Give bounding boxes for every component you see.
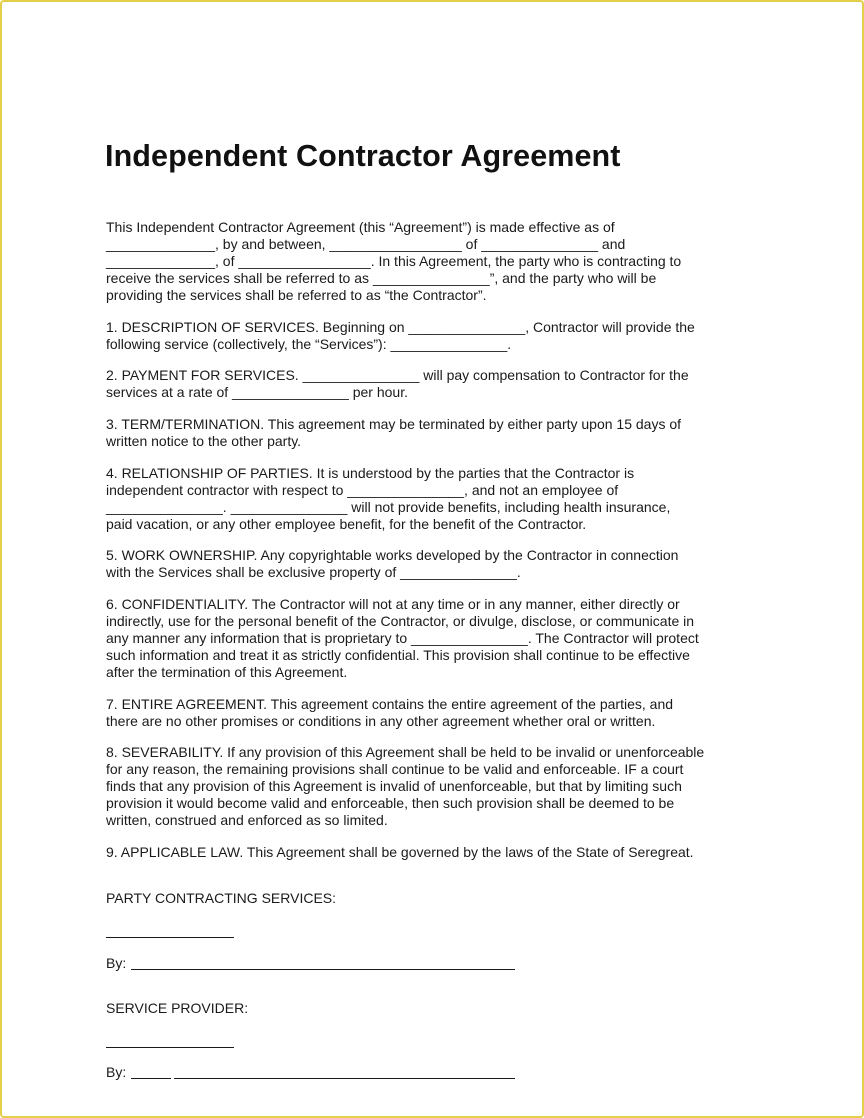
section-work-ownership [106,547,678,581]
text-line: This Independent Contractor Agreement (this “Agreement”) is made effective as of [106,219,615,235]
provider-signature-line [106,1047,234,1048]
text-line: any manner any information that is proprietary to _______________. The Contractor will protect [106,630,699,646]
text-line: paid vacation, or any other employee benefit, for the benefit of the Contractor. [106,516,587,532]
intro-paragraph [106,219,681,304]
text-line: following service (collectively, the “Services”): _______________. [106,336,512,352]
text-line: with the Services shall be exclusive property of _______________. [106,564,521,580]
text-line: 8. SEVERABILITY. If any provision of this Agreement shall be held to be invalid or unenforceable [106,744,705,760]
provider-by-label: By: [106,1064,127,1080]
service-provider-heading: SERVICE PROVIDER: [106,1000,249,1016]
text-line: 3. TERM/TERMINATION. This agreement may be terminated by either party upon 15 days of [106,416,682,432]
section-applicable-law [106,844,694,861]
text-line: indirectly, use for the personal benefit of the Contractor, or divulge, disclose, or communicate in [106,613,695,629]
document-title: Independent Contractor Agreement [105,139,621,173]
section-entire-agreement [106,696,673,730]
text-line: provision it would become valid and enforceable, then such provision shall be deemed to be [106,795,675,811]
text-line: ______________, of _________________. In this Agreement, the party who is contracting to [106,253,682,269]
text-line: there are no other promises or conditions in any other agreement whether oral or written. [106,713,656,729]
text-line: ______________, by and between, _________________ of _______________ and [106,236,626,252]
text-line: 7. ENTIRE AGREEMENT. This agreement contains the entire agreement of the parties, and [106,696,674,712]
section-relationship-of-parties [106,465,670,533]
text-line: 6. CONFIDENTIALITY. The Contractor will not at any time or in any manner, either directly or [106,596,680,612]
text-line: receive the services shall be referred to as _______________”, and the party who will be [106,270,657,286]
text-line: providing the services shall be referred to as “the Contractor”. [106,287,487,303]
party-by-line [131,969,515,970]
section-term-termination [106,416,681,450]
text-line: independent contractor with respect to _______________, and not an employee of [106,482,619,498]
section-severability [106,744,704,829]
section-confidentiality [106,596,699,681]
provider-by-line-short [131,1078,171,1079]
text-line: 5. WORK OWNERSHIP. Any copyrightable works developed by the Contractor in connection [106,547,679,563]
text-line: for any reason, the remaining provisions shall continue to be valid and enforceable. IF a court [106,761,684,777]
text-line: finds that any provision of this Agreement is invalid of unenforceable, but that by limiting such [106,778,682,794]
section-payment-for-services [106,367,689,401]
text-line: after the termination of this Agreement. [106,664,348,680]
text-line: written, construed and enforced as so limited. [106,812,388,828]
provider-by-line [174,1078,515,1079]
party-contracting-services-heading: PARTY CONTRACTING SERVICES: [106,890,337,906]
text-line: 4. RELATIONSHIP OF PARTIES. It is understood by the parties that the Contractor is [106,465,635,481]
text-line: written notice to the other party. [106,433,302,449]
section-description-of-services [106,319,695,353]
text-line: 2. PAYMENT FOR SERVICES. _______________ will pay compensation to Contractor for the [106,367,689,383]
party-signature-line [106,937,234,938]
text-line: services at a rate of _______________ per hour. [106,384,408,400]
text-line: such information and treat it as strictly confidential. This provision shall continue to be effective [106,647,690,663]
party-by-label: By: [106,955,127,971]
text-line: 9. APPLICABLE LAW. This Agreement shall be governed by the laws of the State of Seregreat. [106,844,694,860]
text-line: _______________. _______________ will not provide benefits, including health insurance, [106,499,671,515]
text-line: 1. DESCRIPTION OF SERVICES. Beginning on _______________, Contractor will provide the [106,319,695,335]
